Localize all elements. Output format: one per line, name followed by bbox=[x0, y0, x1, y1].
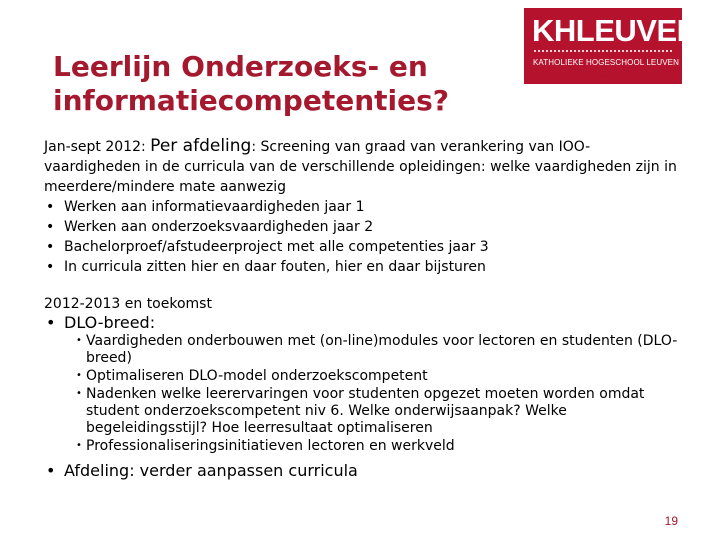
list-item: • Professionaliseringsinitiatieven lectoren en werkveld bbox=[76, 438, 680, 455]
future-list bbox=[44, 313, 680, 333]
list-item: • Optimaliseren DLO-model onderzoekscompetent bbox=[76, 368, 680, 385]
intro-unit: Per afdeling bbox=[150, 136, 252, 156]
dlo-sub-list bbox=[76, 333, 680, 455]
list-item: • In curricula zitten hier en daar fouten, hier en daar bijsturen bbox=[44, 257, 680, 277]
list-item: • Bachelorproef/afstudeerproject met alle competenties jaar 3 bbox=[44, 237, 680, 257]
intro-period: Jan-sept 2012: bbox=[44, 139, 146, 155]
future-section bbox=[44, 295, 680, 481]
logo-association: ASSOCIATIE KATHOLIEKE UNIVERSITEIT LEUVEN bbox=[528, 74, 664, 80]
intro-bullet-list bbox=[44, 197, 680, 277]
khleuven-logo bbox=[524, 8, 699, 84]
future-heading: 2012-2013 en toekomst bbox=[44, 296, 212, 312]
logo-dotted-rule bbox=[533, 50, 673, 52]
dlo-label: DLO-breed: bbox=[64, 313, 156, 332]
page-number: 19 bbox=[664, 514, 678, 528]
slide-title: Leerlijn Onderzoeks- en informatiecompetenties? bbox=[53, 50, 450, 117]
intro-text: : Screening van graad van verankering van IOO-vaardigheden in de curricula van de verschillende opleidingen: welke vaardigheden zijn in meerdere/mindere mate aanwezig bbox=[44, 139, 677, 195]
logo-subtitle: KATHOLIEKE HOGESCHOOL LEUVEN bbox=[533, 58, 679, 67]
list-item: • Nadenken welke leerervaringen voor studenten opgezet moeten worden omdat student onderzoekscompetent niv 6. Welke onderwijsaanpak? Welke begeleidingsstijl? Hoe leerresultaat optimaliseren bbox=[76, 386, 680, 436]
slide-body bbox=[44, 136, 680, 481]
list-item: • Werken aan onderzoeksvaardigheden jaar 2 bbox=[44, 217, 680, 237]
department-list bbox=[44, 461, 680, 481]
list-item: • Vaardigheden onderbouwen met (on-line)modules voor lectoren en studenten (DLO-breed) bbox=[76, 333, 680, 367]
logo-wordmark: KHLEUVEN bbox=[532, 13, 699, 48]
list-item: • Afdeling: verder aanpassen curricula bbox=[44, 461, 680, 481]
list-item: • Werken aan informatievaardigheden jaar 1 bbox=[44, 197, 680, 217]
list-item bbox=[44, 313, 680, 333]
intro-paragraph bbox=[44, 136, 680, 197]
